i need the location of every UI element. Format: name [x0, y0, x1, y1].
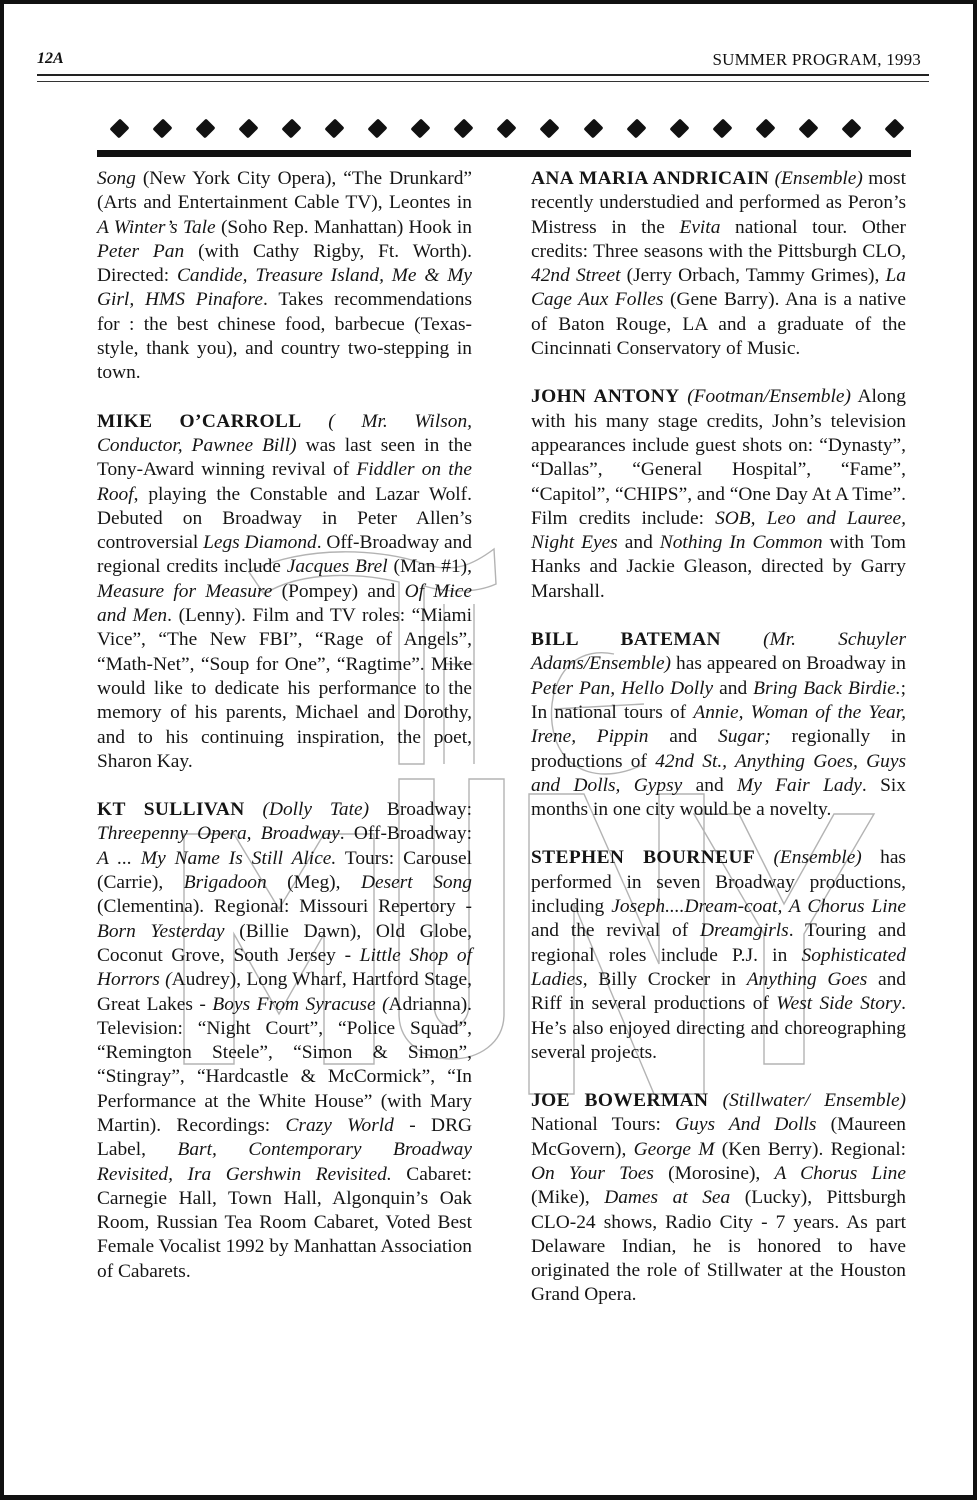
bio-text: , playing the Constable and Lazar Wolf. Debuted on Broadway in Peter Allen’s controversial — [97, 483, 472, 554]
bio-paragraph — [531, 1089, 906, 1308]
diamond-ornament-icon — [884, 118, 904, 138]
bio-text: has performed in seven Broadway productions, including — [531, 847, 906, 918]
bio-text: ; In national tours of — [531, 677, 906, 723]
performer-name: KT SULLIVAN — [97, 799, 245, 821]
italic-title: Peter Pan — [97, 240, 185, 262]
italic-title: Measure for Measure — [97, 580, 273, 602]
header-rule-top — [37, 74, 929, 76]
italic-title: ( Mr. Wilson, Conductor, Pawnee Bill) — [97, 410, 472, 456]
diamond-ornament-icon — [368, 118, 388, 138]
bio-text: (Pompey) and — [272, 580, 405, 602]
diamond-ornament-icon — [755, 118, 775, 138]
page-number: 12A — [37, 50, 64, 67]
section-divider — [97, 150, 911, 157]
bio-paragraph — [531, 385, 906, 604]
italic-title: Jacques Brel — [286, 556, 388, 578]
italic-title: Nothing In Common — [659, 532, 823, 554]
bio-text: . Takes recommendations for : the best chinese food, barbecue (Texas-style, thank you), and country two-stepping in town. — [97, 289, 472, 384]
bio-text: Adrianna). Television: “Night Court”, “Police Squad”, “Remington Steele”, “Simon & Simon”, “Stingray”, “Hardcastle & McCormick”, “In Performance at the White House” (with Mary Martin). Recordings: — [97, 993, 472, 1136]
italic-title: A Chorus Line — [774, 1162, 906, 1184]
italic-title: Little Shop of Horrors ( — [97, 944, 472, 991]
italic-title: Brigadoon — [183, 872, 267, 894]
bio-text: . Six months in one city would be a novelty. — [531, 774, 906, 821]
italic-title: Evita — [679, 216, 721, 238]
italic-title: Guys And Dolls — [675, 1114, 817, 1136]
bio-text: (Billie Dawn), Old Globe, Coconut Grove, South Jersey - — [97, 920, 472, 966]
italic-title: George M — [633, 1138, 715, 1160]
performer-name: MIKE O’CARROLL — [97, 410, 302, 432]
diamond-ornament-icon — [626, 118, 646, 138]
bio-text: (Clementina). Regional: Missouri Repertory - — [97, 896, 472, 918]
italic-title: (Ensemble) — [755, 847, 862, 869]
italic-title: Song — [97, 168, 136, 189]
italic-title: (Mr. Schuyler Adams/Ensemble) — [531, 629, 906, 675]
italic-title: Legs Diamond — [203, 532, 317, 554]
diamond-ornament-icon — [669, 118, 689, 138]
bio-text: Cabaret: Carnegie Hall, Town Hall, Algonquin’s Oak Room, Russian Tea Room Cabaret, Voted Best Female Vocalist 1992 by Manhattan Association of Cabarets. — [97, 1163, 472, 1282]
performer-name: BILL BATEMAN — [531, 629, 721, 651]
italic-title: Joseph....Dream-coat, A Chorus Line — [611, 896, 906, 918]
bio-text: . Touring and regional roles include P.J. in — [531, 920, 906, 966]
diamond-ornament-icon — [325, 118, 345, 138]
performer-name: JOE BOWERMAN — [531, 1090, 709, 1112]
diamond-ornament-icon — [454, 118, 474, 138]
diamond-ornament-icon — [239, 118, 259, 138]
header-rule-bottom — [37, 81, 929, 82]
right-column — [531, 167, 906, 1308]
diamond-ornament-icon — [152, 118, 172, 138]
bio-text: (Man #1), — [387, 556, 472, 578]
diamond-ornament-icon — [798, 118, 818, 138]
diamond-ornament-icon — [196, 118, 216, 138]
bio-text: and — [713, 677, 754, 699]
italic-title: (Ensemble) — [769, 168, 863, 189]
italic-title: A Winter’s Tale — [97, 216, 216, 238]
bio-text: and — [682, 774, 738, 796]
italic-title: Dames at Sea — [604, 1187, 731, 1209]
diamond-ornament-icon — [497, 118, 517, 138]
bio-paragraph — [531, 628, 906, 822]
italic-title: Fiddler on the Roof — [97, 459, 472, 505]
performer-name: STEPHEN BOURNEUF — [531, 847, 756, 869]
diamond-ornament-icon — [109, 118, 129, 138]
bio-text: (with Cathy Rigby, Ft. Worth). Directed: — [97, 240, 472, 287]
italic-title: Bring Back Birdie. — [753, 677, 901, 699]
italic-title: 42nd St., Anything Goes, Guys and Dolls, Gypsy — [531, 750, 906, 796]
italic-title: Boys From Syracuse ( — [212, 993, 389, 1015]
bio-text: , Billy Crocker in — [582, 968, 747, 990]
italic-title: Bart, Contemporary Broadway Revisited, Ira Gershwin Revisited. — [97, 1139, 472, 1185]
italic-title: Dreamgirls — [700, 920, 789, 942]
diamond-ornament-icon — [712, 118, 732, 138]
italic-title: (Footman/Ensemble) — [679, 386, 851, 408]
italic-title: Sugar; — [718, 726, 771, 748]
diamond-ornament-icon — [583, 118, 603, 138]
bio-text: has appeared on Broadway in — [671, 653, 906, 675]
italic-title: Sophisticated Ladies — [531, 944, 906, 990]
bio-paragraph — [531, 846, 906, 1065]
bio-text: - DRG Label, — [97, 1114, 473, 1161]
bio-text: (Maureen McGovern), — [531, 1114, 907, 1160]
italic-title: Desert Song — [361, 872, 472, 894]
publication-title: SUMMER PROGRAM, 1993 — [712, 50, 921, 69]
bio-text: (Jerry Orbach, Tammy Grimes), — [620, 265, 886, 287]
italic-title: 42nd Street — [531, 265, 621, 287]
bio-paragraph — [97, 410, 472, 774]
performer-name: JOHN ANTONY — [531, 386, 680, 408]
bio-text: . Off-Broadway and regional credits include — [97, 532, 472, 578]
bio-text: Broadway: — [369, 799, 472, 821]
bio-text: Audrey), Long Wharf, Hartford Stage, Great Lakes - — [97, 969, 472, 1015]
bio-text: and — [648, 726, 718, 748]
italic-title: La Cage Aux Folles — [531, 265, 906, 311]
bio-text: and the revival of — [531, 920, 701, 942]
diamond-ornament-icon — [540, 118, 560, 138]
italic-title: (Stillwater/ Ensemble) — [708, 1090, 907, 1112]
bio-text: (Ken Berry). Regional: — [714, 1138, 907, 1160]
bio-text: and — [617, 532, 660, 554]
bio-text: (Soho Rep. Manhattan) Hook in — [215, 216, 473, 238]
bio-text: . He’s also enjoyed directing and choreographing several projects. — [531, 993, 906, 1063]
bio-text: with Tom Hanks and Jackie Gleason, directed by Garry Marshall. — [531, 532, 906, 602]
diamond-ornament-icon — [841, 118, 861, 138]
italic-title: Candide, Treasure Island, Me & My Girl, HMS Pinafore — [97, 265, 472, 311]
bio-text: (Mike), — [531, 1187, 605, 1209]
left-column — [97, 167, 472, 1284]
bio-paragraph — [97, 798, 472, 1284]
bio-text: . (Lenny). Film and TV roles: “Miami Vice”, “The New FBI”, “Rage of Angels”, “Math-Net”, “Soup for One”, “Ragtime”. Mike would like to dedicate his performance to the memory of his parents, Michael and Dorothy, and to his continuing inspiration, the poet, Sharon Kay. — [97, 605, 472, 772]
bio-text: (Lucky), Pittsburgh CLO-24 shows, Radio City - 7 years. As part Delaware Indian, he is honored to have originated the role of Stillwater at the Houston Grand Opera. — [531, 1187, 906, 1306]
italic-title: Crazy World — [285, 1114, 394, 1136]
italic-title: SOB, Leo and Lauree, Night Eyes — [531, 507, 906, 554]
bio-paragraph — [531, 167, 906, 361]
italic-title: A ... My Name Is Still Alice. — [97, 847, 337, 869]
bio-text: . Off-Broadway: — [339, 823, 472, 845]
italic-title: Of Mice and Men — [97, 580, 472, 627]
italic-title: On Your Toes — [531, 1162, 654, 1184]
italic-title: Anything Goes — [746, 968, 868, 990]
performer-name: ANA MARIA ANDRICAIN — [531, 168, 770, 189]
bio-text: National Tours: — [531, 1114, 676, 1136]
bio-paragraph — [97, 167, 472, 386]
diamond-ornament-row — [112, 116, 902, 140]
italic-title: Peter Pan, Hello Dolly — [531, 677, 714, 699]
bio-text: regionally in productions of — [531, 726, 906, 772]
bio-text: was last seen in the Tony-Award winning revival of — [97, 434, 472, 481]
bio-text: (New York City Opera), “The Drunkard” (Arts and Entertainment Cable TV), Leontes in — [97, 168, 472, 214]
diamond-ornament-icon — [282, 118, 302, 138]
bio-text: Along with his many stage credits, John’s television appearances include guest shots on: “Dynasty”, “Dallas”, “General Hospital”, “Fame”, “Capitol”, “CHIPS”, and “One Day At A Time”. Film credits include: — [531, 386, 906, 529]
bio-text: national tour. Other credits: Three seasons with the Pittsburgh CLO, — [531, 216, 906, 262]
bio-text: most recently understudied and performed as Peron’s Mistress in the — [531, 168, 906, 238]
bio-text: Tours: Carousel (Carrie), — [97, 847, 472, 894]
italic-title: (Dolly Tate) — [244, 799, 370, 821]
bio-text: (Meg), — [266, 872, 361, 894]
italic-title: Threepenny Opera, Broadway — [97, 823, 340, 845]
italic-title: West Side Story — [776, 993, 902, 1015]
italic-title: Born Yesterday — [97, 920, 225, 942]
bio-text: (Gene Barry). Ana is a native of Baton Rouge, LA and a graduate of the Cincinnati Conservatory of Music. — [531, 289, 907, 360]
diamond-ornament-icon — [411, 118, 431, 138]
italic-title: Annie, Woman of the Year, Irene, Pippin — [531, 701, 906, 748]
bio-text: and Riff in several productions of — [531, 968, 906, 1015]
italic-title: My Fair Lady — [737, 774, 862, 796]
bio-text: (Morosine), — [653, 1162, 775, 1184]
